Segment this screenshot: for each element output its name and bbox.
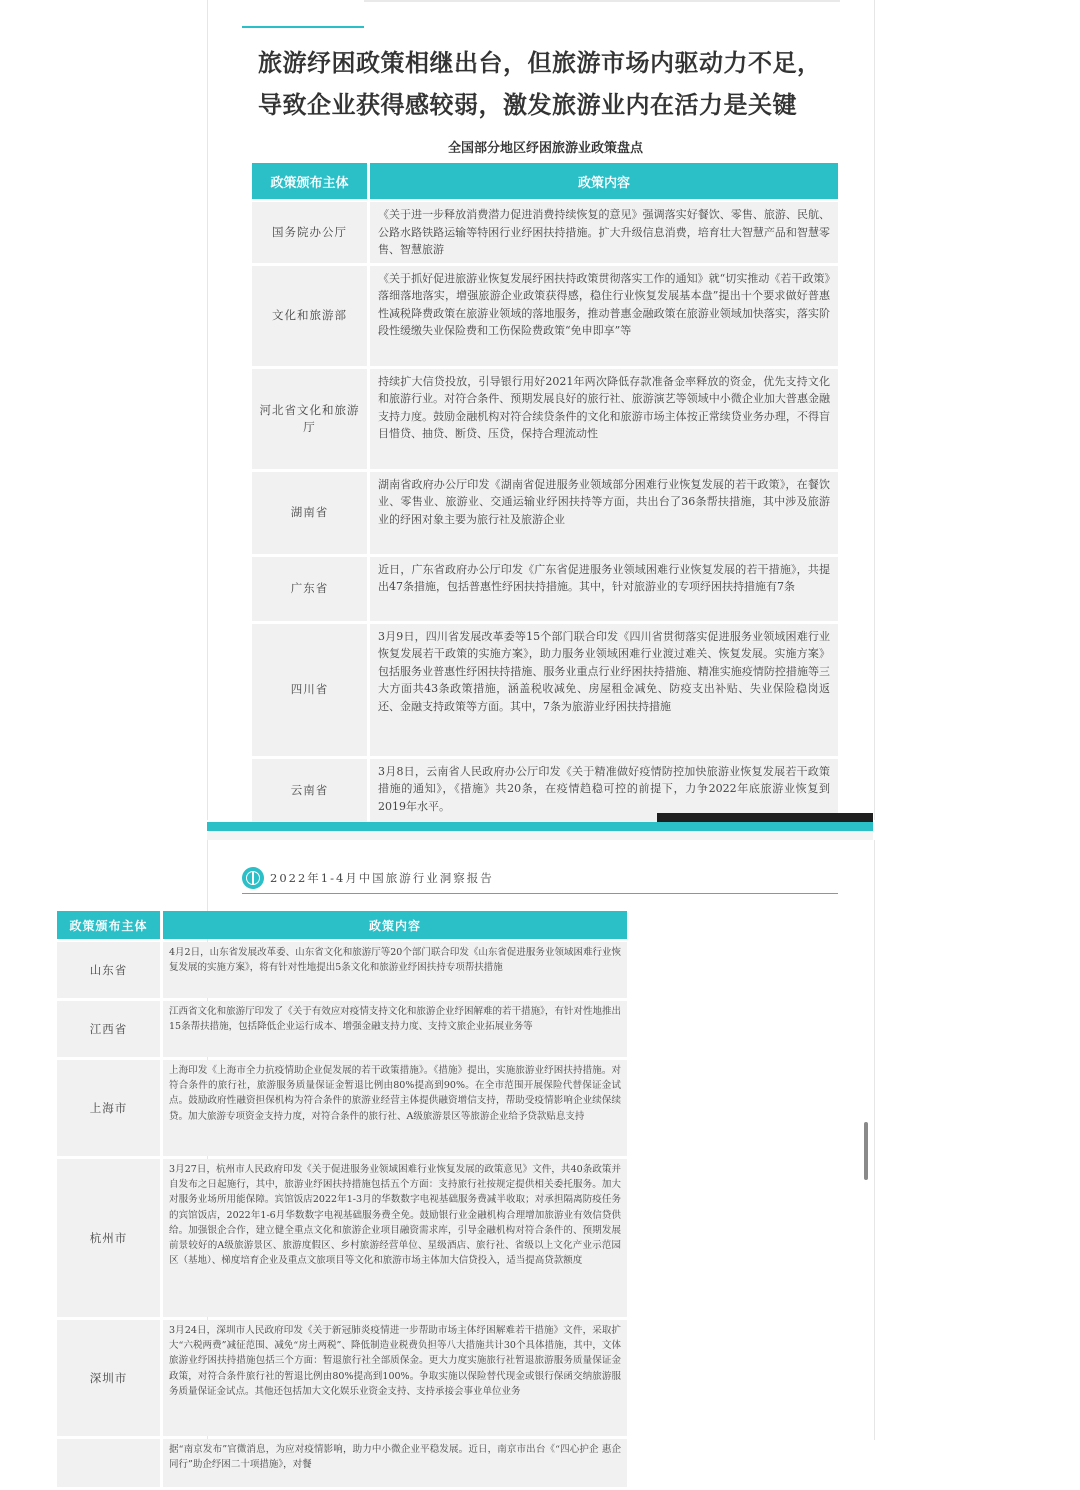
- policy-table-2: [57, 908, 627, 1490]
- table-row: [57, 1060, 627, 1156]
- agency-cell: 江西省: [57, 1001, 163, 1057]
- content-cell: 上海印发《上海市全力抗疫情助企业促发展的若干政策措施》。《措施》提出，实施旅游业纾困扶持措施。对符合条件的旅行社，旅游服务质量保证金暂退比例由80%提高到90%。在全市范围开展保险代替保证金试点。鼓励政府性融资担保机构为符合条件的旅游业经营主体提供融资增信支持，帮助受疫情影响企业续保续贷。加大旅游专项资金支持力度，对符合条件的旅行社、A级旅游景区等旅游企业给予贷款贴息支持: [163, 1060, 627, 1156]
- content-cell: 4月2日，山东省发展改革委、山东省文化和旅游厅等20个部门联合印发《山东省促进服务业领域困难行业恢复发展的实施方案》，将有针对性地提出5条文化和旅游业纾困扶持专项帮扶措施: [163, 942, 627, 998]
- page-break-accent-bar: [207, 822, 873, 831]
- content-cell: 《关于抓好促进旅游业恢复发展纾困扶持政策贯彻落实工作的通知》就“切实推动《若干政策》落细落地落实，增强旅游企业政策获得感，稳住行业恢复发展基本盘”提出十个要求做好普惠性减税降费政策在旅游业领域的落地服务，推动普惠金融政策在旅游业领域加快落实，落实阶段性缓缴失业保险费和工伤保险费政策“免申即享”等: [370, 266, 838, 366]
- header-rule: [242, 893, 838, 894]
- divider: [364, 0, 840, 2]
- content-cell: 3月8日，云南省人民政府办公厅印发《关于精准做好疫情防控加快旅游业恢复发展若干政策措施的通知》，《措施》共20条，在疫情趋稳可控的前提下，力争2022年底旅游业恢复到2019年水平。: [370, 759, 838, 823]
- globe-icon: [242, 867, 264, 889]
- table-row: [57, 1320, 627, 1436]
- report-title: 2022年1-4月中国旅游行业洞察报告: [270, 871, 494, 885]
- content-cell: 持续扩大信贷投放，引导银行用好2021年两次降低存款准备金率释放的资金，优先支持文化和旅游行业。对符合条件、预期发展良好的旅行社、旅游演艺等领域中小微企业加大普惠金融支持力度。鼓励金融机构对符合续贷条件的文化和旅游市场主体按正常续贷业务办理，不得盲目惜贷、抽贷、断贷、压贷，保持合理流动性: [370, 369, 838, 469]
- header-content: 政策内容: [163, 911, 627, 939]
- policy-table-1: [252, 160, 838, 826]
- headline-line-2: 导致企业获得感较弱，激发旅游业内在活力是关键: [258, 91, 797, 119]
- agency-cell: 国务院办公厅: [252, 202, 370, 263]
- table-row: [252, 472, 838, 554]
- agency-cell: 河北省文化和旅游厅: [252, 369, 370, 469]
- table-row: [57, 942, 627, 998]
- agency-cell: 广东省: [252, 557, 370, 621]
- agency-cell: 上海市: [57, 1060, 163, 1156]
- agency-cell: 云南省: [252, 759, 370, 823]
- table-row: [252, 369, 838, 469]
- agency-cell: 四川省: [252, 624, 370, 756]
- table-row: [252, 202, 838, 263]
- content-cell: 3月9日，四川省发展改革委等15个部门联合印发《四川省贯彻落实促进服务业领域困难行业恢复发展若干政策的实施方案》，助力服务业领域困难行业渡过难关、恢复发展。实施方案》包括服务业普惠性纾困扶持措施、服务业重点行业纾困扶持措施、精准实施疫情防控措施等三大方面共43条政策措施，涵盖税收减免、房屋租金减免、防疫支出补贴、失业保险稳岗返还、金融支持政策等方面。其中，7条为旅游业纾困扶持措施: [370, 624, 838, 756]
- agency-cell: 湖南省: [252, 472, 370, 554]
- header-agency: 政策颁布主体: [57, 911, 163, 939]
- table-row: [252, 624, 838, 756]
- header-content: 政策内容: [370, 163, 838, 199]
- table-row: [252, 557, 838, 621]
- page-gap: [207, 831, 873, 840]
- report-header: [242, 866, 494, 890]
- agency-cell: 深圳市: [57, 1320, 163, 1436]
- table-row: [252, 266, 838, 366]
- page-headline: [258, 42, 838, 126]
- table-row: [57, 1001, 627, 1057]
- table-title: 全国部分地区纾困旅游业政策盘点: [447, 141, 643, 156]
- agency-cell: 山东省: [57, 942, 163, 998]
- table-row: [57, 1159, 627, 1317]
- page-break-dark-bar: [657, 813, 873, 822]
- header-agency: 政策颁布主体: [252, 163, 370, 199]
- document-page-1: [207, 0, 875, 820]
- content-cell: 近日，广东省政府办公厅印发《广东省促进服务业领域困难行业恢复发展的若干措施》，共提出47条措施，包括普惠性纾困扶持措施。其中，针对旅游业的专项纾困扶持措施有7条: [370, 557, 838, 621]
- agency-cell: 杭州市: [57, 1159, 163, 1317]
- headline-line-1: 旅游纾困政策相继出台，但旅游市场内驱动力不足，: [258, 49, 822, 77]
- table-header-row: [57, 911, 627, 939]
- scrollbar-thumb[interactable]: [864, 1122, 868, 1180]
- content-cell: 湖南省政府办公厅印发《湖南省促进服务业领域部分困难行业恢复发展的若干政策》，在餐饮业、零售业、旅游业、交通运输业纾困扶持等方面，共出台了36条帮扶措施，其中涉及旅游业的纾困对象主要为旅行社及旅游企业: [370, 472, 838, 554]
- agency-cell: 文化和旅游部: [252, 266, 370, 366]
- agency-cell: [57, 1439, 163, 1487]
- accent-rule: [242, 26, 364, 28]
- table-row: [57, 1439, 627, 1487]
- content-cell: 《关于进一步释放消费潜力促进消费持续恢复的意见》强调落实好餐饮、零售、旅游、民航、公路水路铁路运输等特困行业纾困扶持措施。扩大升级信息消费，培育壮大智慧产品和智慧零售、智慧旅游: [370, 202, 838, 263]
- content-cell: 3月24日，深圳市人民政府印发《关于新冠肺炎疫情进一步帮助市场主体纾困解难若干措施》文件，采取扩大“六税两费”减征范围、减免“房土两税”、降低制造业税费负担等八大措施共计30个具体措施，其中，文体旅游业纾困扶持措施包括三个方面：暂退旅行社全部质保金。更大力度实施旅行社暂退旅游服务质量保证金政策，对符合条件旅行社的暂退比例由80%提高到100%。争取实施以保险替代现金或银行保函交纳旅游服务质量保证金试点。其他还包括加大文化娱乐业资金支持、支持承接会事业单位业务: [163, 1320, 627, 1436]
- content-cell: 江西省文化和旅游厅印发了《关于有效应对疫情支持文化和旅游企业纾困解难的若干措施》，有针对性地推出15条帮扶措施，包括降低企业运行成本、增强金融支持力度、支持文旅企业拓展业务等: [163, 1001, 627, 1057]
- content-cell: 据“南京发布”官微消息，为应对疫情影响，助力中小微企业平稳发展。近日，南京市出台《“四心护企 惠企同行”助企纾困二十项措施》，对餐: [163, 1439, 627, 1487]
- table-header-row: [252, 163, 838, 199]
- content-cell: 3月27日，杭州市人民政府印发《关于促进服务业领域困难行业恢复发展的政策意见》文件，共40条政策并自发布之日起施行，其中，旅游业纾困扶持措施包括五个方面：支持旅行社按规定提供相关委托服务。加大对服务业场所用能保障。宾馆饭店2022年1-3月的华数数字电视基础服务费减半收取；对承担隔离防疫任务的宾馆饭店，2022年1-6月华数数字电视基础服务费全免。鼓励银行业金融机构合理增加旅游业有效信贷供给。加强银企合作，建立健全重点文化和旅游企业项目融资需求库，引导金融机构对符合条件的、预期发展前景较好的A级旅游景区、旅游度假区、乡村旅游经营单位、星级酒店、旅行社、省级以上文化产业示范园区（基地）、梯度培育企业及重点文旅项目等文化和旅游市场主体加大信贷投入，适当提高贷款额度: [163, 1159, 627, 1317]
